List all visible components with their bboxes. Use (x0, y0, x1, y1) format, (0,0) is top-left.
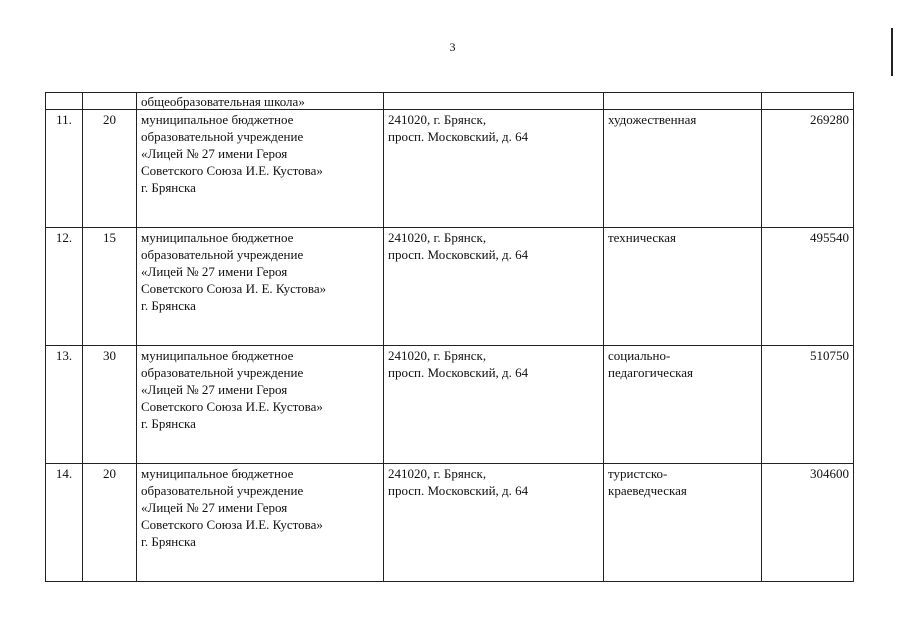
cell-number (46, 93, 83, 110)
table-row-continuation (46, 93, 854, 110)
cell-count: 15 (83, 228, 137, 346)
cell-amount: 269280 (762, 110, 854, 228)
cell-institution-name: муниципальное бюджетное образовательной учреждение «Лицей № 27 имени Героя Советского Союза И.Е. Кустова» г. Брянска (137, 346, 384, 464)
cell-number: 11. (46, 110, 83, 228)
page-number: 3 (449, 40, 456, 54)
cell-address: 241020, г. Брянск, просп. Московский, д. 64 (384, 228, 604, 346)
cell-address (384, 93, 604, 110)
cell-address: 241020, г. Брянск, просп. Московский, д. 64 (384, 346, 604, 464)
cell-direction (604, 93, 762, 110)
cell-amount: 304600 (762, 464, 854, 582)
cell-direction: техническая (604, 228, 762, 346)
cell-count (83, 93, 137, 110)
cell-direction: художественная (604, 110, 762, 228)
table-row (46, 228, 854, 346)
cell-count: 20 (83, 464, 137, 582)
cell-amount: 495540 (762, 228, 854, 346)
table-row (46, 110, 854, 228)
table-row (46, 464, 854, 582)
cell-institution-name: общеобразовательная школа» (137, 93, 384, 110)
cell-amount: 510750 (762, 346, 854, 464)
cell-direction: туристско- краеведческая (604, 464, 762, 582)
cell-institution-name: муниципальное бюджетное образовательной учреждение «Лицей № 27 имени Героя Советского Союза И.Е. Кустова» г. Брянска (137, 464, 384, 582)
cell-institution-name: муниципальное бюджетное образовательной учреждение «Лицей № 27 имени Героя Советского Союза И.Е. Кустова» г. Брянска (137, 110, 384, 228)
cell-address: 241020, г. Брянск, просп. Московский, д. 64 (384, 464, 604, 582)
cell-number: 14. (46, 464, 83, 582)
cell-number: 13. (46, 346, 83, 464)
cell-amount (762, 93, 854, 110)
cell-address: 241020, г. Брянск, просп. Московский, д. 64 (384, 110, 604, 228)
cell-number: 12. (46, 228, 83, 346)
cell-direction: социально- педагогическая (604, 346, 762, 464)
institutions-table (45, 92, 854, 582)
cell-institution-name: муниципальное бюджетное образовательной учреждение «Лицей № 27 имени Героя Советского Союза И. Е. Кустова» г. Брянска (137, 228, 384, 346)
scan-edge-mark (891, 28, 893, 76)
table-row (46, 346, 854, 464)
cell-count: 30 (83, 346, 137, 464)
cell-count: 20 (83, 110, 137, 228)
